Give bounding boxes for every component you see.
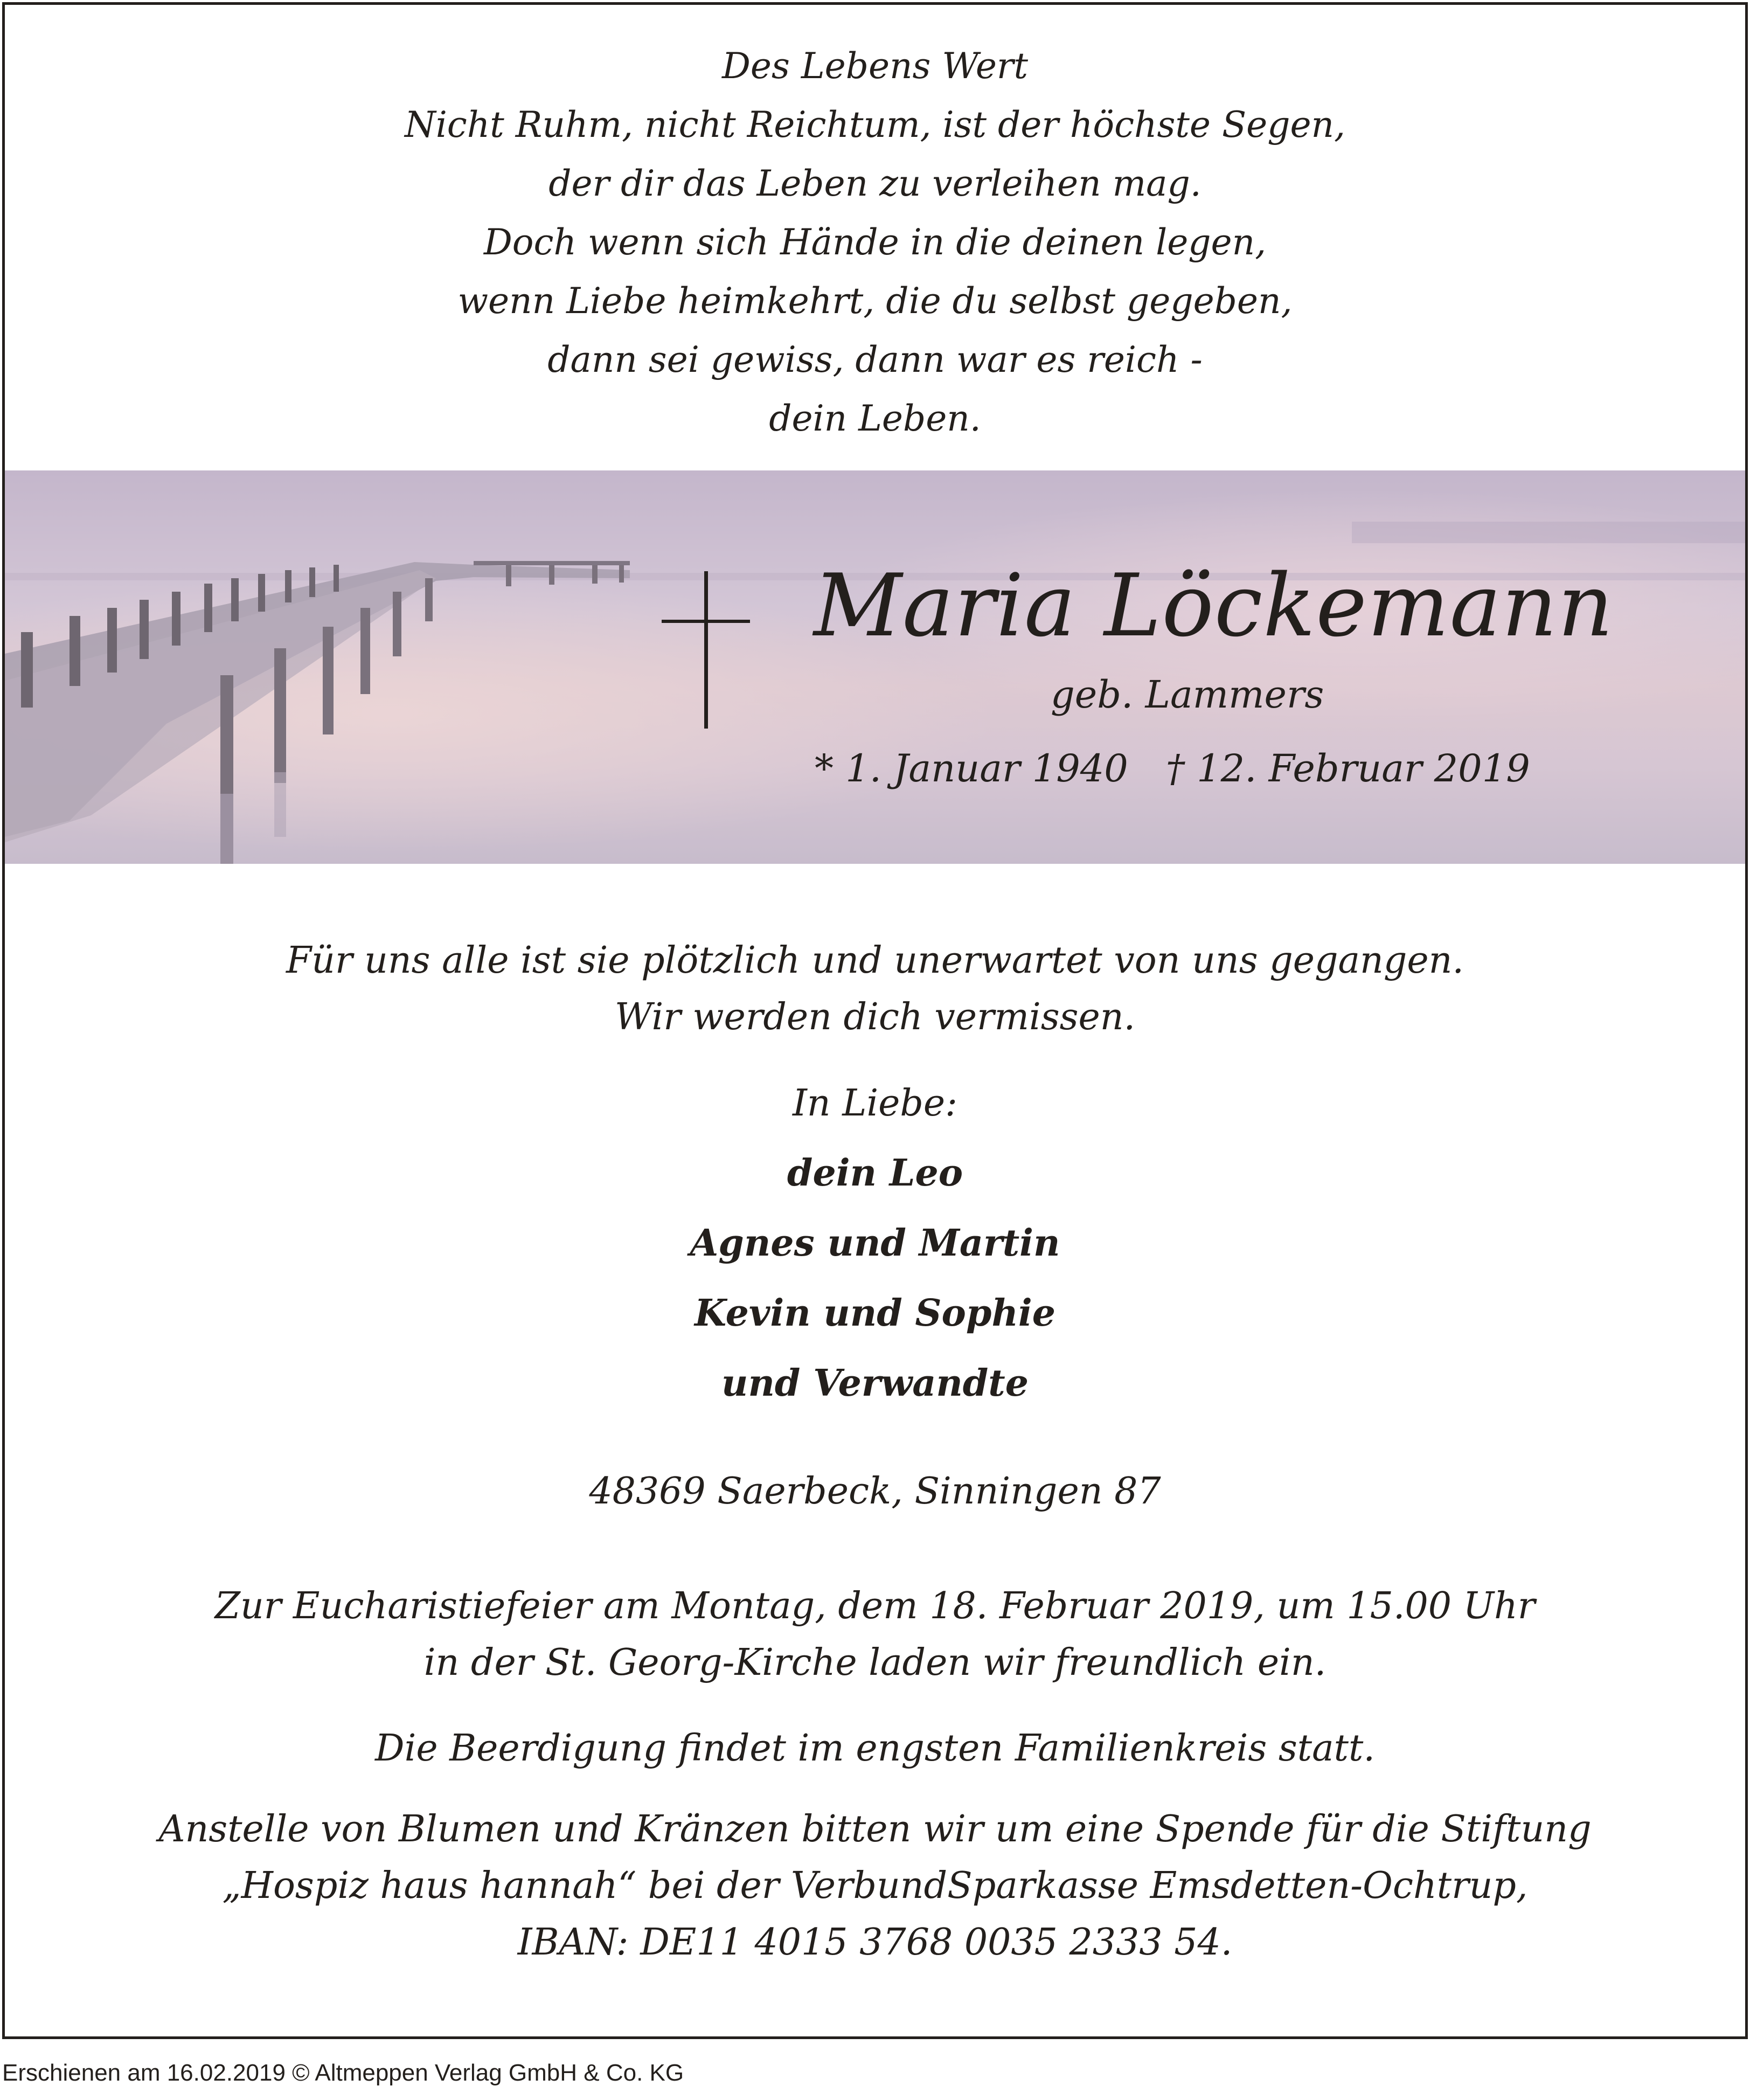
mourners-list: [0, 1138, 1750, 1418]
life-dates: [815, 746, 1530, 791]
poem-line: der dir das Leben zu verleihen mag.: [548, 163, 1202, 204]
poem-line: dein Leben.: [769, 398, 981, 439]
banner-image: [5, 470, 1745, 864]
donation-info: [0, 1801, 1750, 1971]
donation-line: Anstelle von Blumen und Kränzen bitten wir um eine Spende für die Stiftung: [158, 1808, 1592, 1851]
jetty-image: [5, 470, 1745, 864]
poem-line: Doch wenn sich Hände in die deinen legen,: [483, 221, 1267, 263]
poem-line: wenn Liebe heimkehrt, die du selbst gegeben,: [457, 280, 1293, 322]
poem-line: Nicht Ruhm, nicht Reichtum, ist der höchste Segen,: [404, 104, 1346, 145]
poem: [0, 37, 1750, 448]
poem-line: dann sei gewiss, dann war es reich -: [547, 339, 1203, 380]
mourner-name: und Verwandte: [721, 1362, 1029, 1405]
service-info: [0, 1578, 1750, 1691]
deceased-name: Maria Löckemann: [814, 555, 1614, 656]
poem-title: Des Lebens Wert: [722, 45, 1028, 87]
message-line: Wir werden dich vermissen.: [614, 996, 1136, 1038]
message-line: Für uns alle ist sie plötzlich und unerwartet von uns gegangen.: [286, 939, 1464, 982]
death-date: † 12. Februar 2019: [1165, 746, 1530, 791]
birth-date: * 1. Januar 1940: [815, 746, 1128, 791]
address: 48369 Saerbeck, Sinningen 87: [589, 1470, 1161, 1513]
service-line: in der St. Georg-Kirche laden wir freundlich ein.: [423, 1641, 1327, 1684]
service-line: Zur Eucharistiefeier am Montag, dem 18. Februar 2019, um 15.00 Uhr: [214, 1585, 1536, 1627]
maiden-name: geb. Lammers: [1051, 673, 1324, 717]
publication-footer: Erschienen am 16.02.2019 © Altmeppen Verlag GmbH & Co. KG: [2, 2060, 684, 2086]
message: [0, 932, 1750, 1045]
burial-info: Die Beerdigung findet im engsten Familienkreis statt.: [375, 1727, 1375, 1770]
donation-line: IBAN: DE11 4015 3768 0035 2333 54.: [517, 1921, 1233, 1964]
mourner-name: Kevin und Sophie: [695, 1292, 1055, 1335]
mourner-name: Agnes und Martin: [690, 1222, 1060, 1265]
mourners-intro: In Liebe:: [792, 1082, 958, 1125]
mourner-name: dein Leo: [787, 1152, 963, 1195]
donation-line: „Hospiz haus hannah“ bei der VerbundSparkasse Emsdetten-Ochtrup,: [222, 1865, 1528, 1907]
cross-icon: [662, 571, 750, 729]
